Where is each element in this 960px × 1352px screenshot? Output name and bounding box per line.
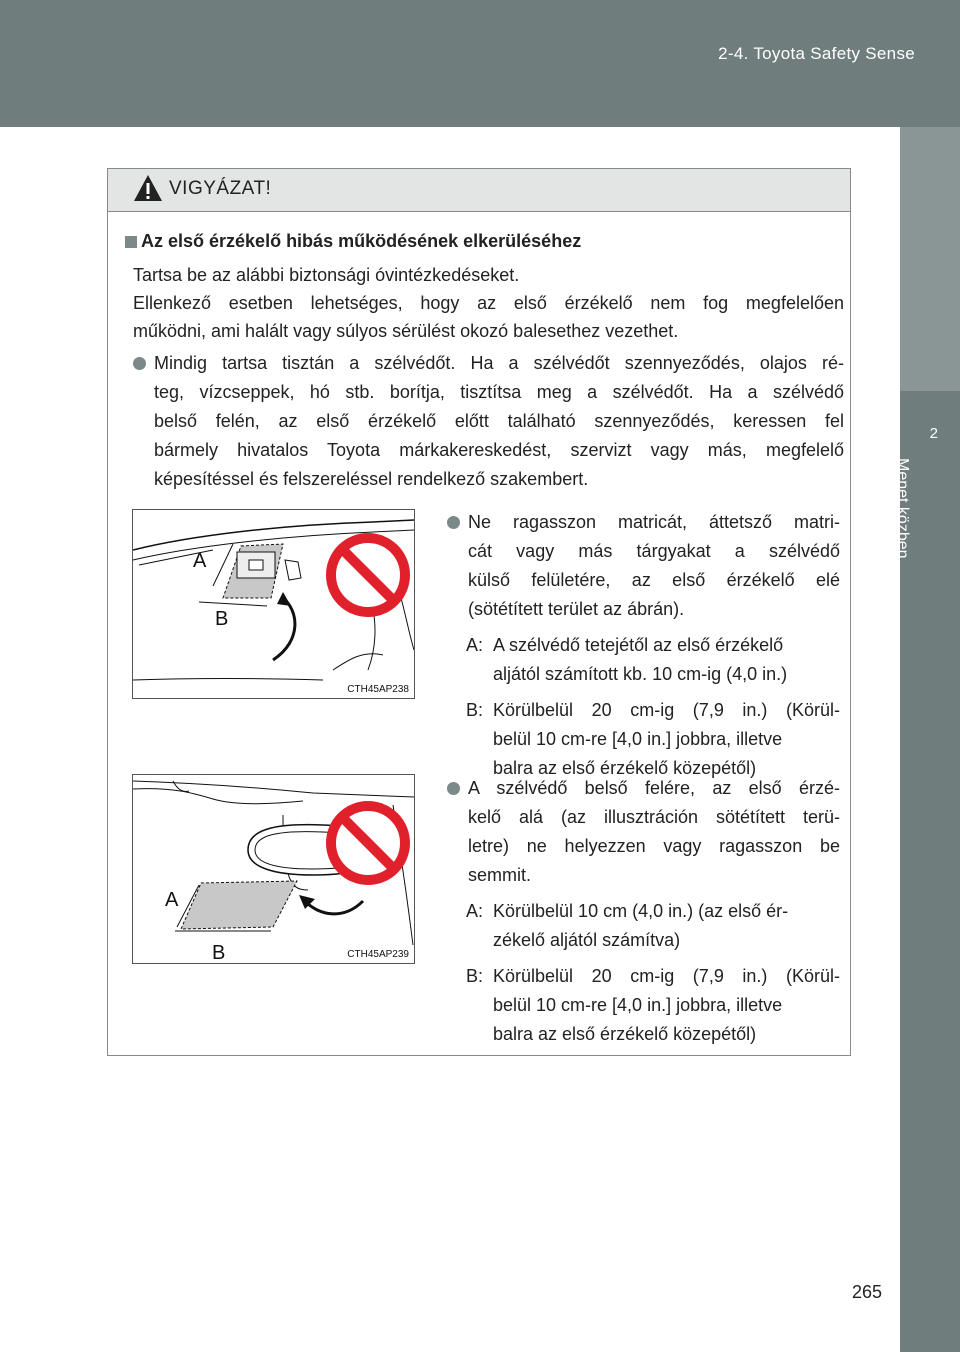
bullet3-b-line-2: belül 10 cm-re [4,0 in.] jobbra, illetve — [493, 995, 783, 1015]
bullet3-a-label: A: — [466, 901, 484, 921]
figure1-label-a: A — [193, 550, 207, 572]
windshield-illustration-2 — [133, 775, 414, 963]
caution-box — [107, 168, 851, 1056]
bullet-dot-icon — [447, 782, 460, 795]
bullet2-line-3: külső felületére, az első érzékelő elé — [468, 570, 840, 590]
bullet2-b-line-2: belül 10 cm-re [4,0 in.] jobbra, illetve — [493, 729, 783, 749]
figure1-code: CTH45AP238 — [347, 684, 409, 695]
bullet2-line-4: (sötétített terület az ábrán). — [468, 599, 685, 619]
side-tab-highlight — [900, 127, 960, 391]
windshield-illustration-1 — [133, 510, 414, 698]
bullet2-b-line-1: Körülbelül 20 cm-ig (7,9 in.) (Körül- — [493, 700, 840, 720]
intro-line-2: Ellenkező esetben lehetséges, hogy az első érzékelő nem fog megfelelően — [133, 293, 844, 313]
heading-square-icon — [125, 236, 137, 248]
bullet-dot-icon — [133, 357, 146, 370]
bullet2-a-line-1: A szélvédő tetejétől az első érzékelő — [493, 635, 784, 655]
bullet3-line-1: A szélvédő belső felére, az első érzé- — [468, 778, 840, 798]
bullet3-a-line-2: zékelő aljától számítva) — [493, 930, 681, 950]
figure2-label-a: A — [165, 889, 179, 911]
figure2-code: CTH45AP239 — [347, 949, 409, 960]
bullet3-line-2: kelő alá (az illusztráción sötétített terü- — [468, 807, 840, 827]
section-title: 2-4. Toyota Safety Sense — [718, 44, 915, 63]
bullet1-line-2: teg, vízcseppek, hó stb. borítja, tisztítsa meg a szélvédőt. Ha a szélvédő — [154, 382, 844, 402]
figure1-label-b: B — [215, 608, 229, 630]
chapter-title: Menet közben — [894, 458, 911, 559]
bullet3-a-line-1: Körülbelül 10 cm (4,0 in.) (az első ér- — [493, 901, 789, 921]
bullet1-line-5: képesítéssel és felszereléssel rendelkező szakembert. — [154, 469, 589, 489]
bullet3-b-label: B: — [466, 966, 484, 986]
bullet1-line-1: Mindig tartsa tisztán a szélvédőt. Ha a szélvédőt szennyeződés, olajos ré- — [154, 353, 844, 373]
bullet2-line-1: Ne ragasszon matricát, áttetsző matri- — [468, 512, 840, 532]
bullet2-b-label: B: — [466, 700, 484, 720]
bullet2-line-2: cát vagy más tárgyakat a szélvédő — [468, 541, 840, 561]
figure-sensor-inside — [132, 774, 415, 964]
figure2-label-b: B — [212, 942, 226, 964]
bullet3-b-line-3: balra az első érzékelő közepétől) — [493, 1024, 757, 1044]
caution-title: VIGYÁZAT! — [169, 178, 272, 199]
warning-triangle-icon — [133, 174, 163, 202]
caution-heading: Az első érzékelő hibás működésének elkerüléséhez — [141, 231, 582, 251]
bullet3-line-4: semmit. — [468, 865, 531, 885]
chapter-title-wrap — [894, 458, 929, 618]
bullet3-b-line-1: Körülbelül 20 cm-ig (7,9 in.) (Körül- — [493, 966, 840, 986]
bullet2-a-label: A: — [466, 635, 484, 655]
chapter-number: 2 — [929, 425, 938, 442]
page-number: 265 — [851, 1282, 882, 1302]
figure-sensor-outside — [132, 509, 415, 699]
bullet3-line-3: letre) ne helyezzen vagy ragasszon be — [468, 836, 840, 856]
bullet2-b-line-3: balra az első érzékelő közepétől) — [493, 758, 757, 778]
header-bar — [0, 0, 960, 127]
caution-header — [108, 169, 850, 212]
bullet2-a-line-2: aljától számított kb. 10 cm-ig (4,0 in.) — [493, 664, 788, 684]
bullet1-line-4: bármely hivatalos Toyota márkakereskedést, szervizt vagy más, megfelelő — [154, 440, 844, 460]
intro-line-1: Tartsa be az alábbi biztonsági óvintézkedéseket. — [133, 265, 520, 285]
bullet1-line-3: belső felén, az első érzékelő előtt található szennyeződés, keressen fel — [154, 411, 844, 431]
bullet-dot-icon — [447, 516, 460, 529]
intro-line-3: működni, ami halált vagy súlyos sérülést okozó balesethez vezethet. — [133, 321, 679, 341]
